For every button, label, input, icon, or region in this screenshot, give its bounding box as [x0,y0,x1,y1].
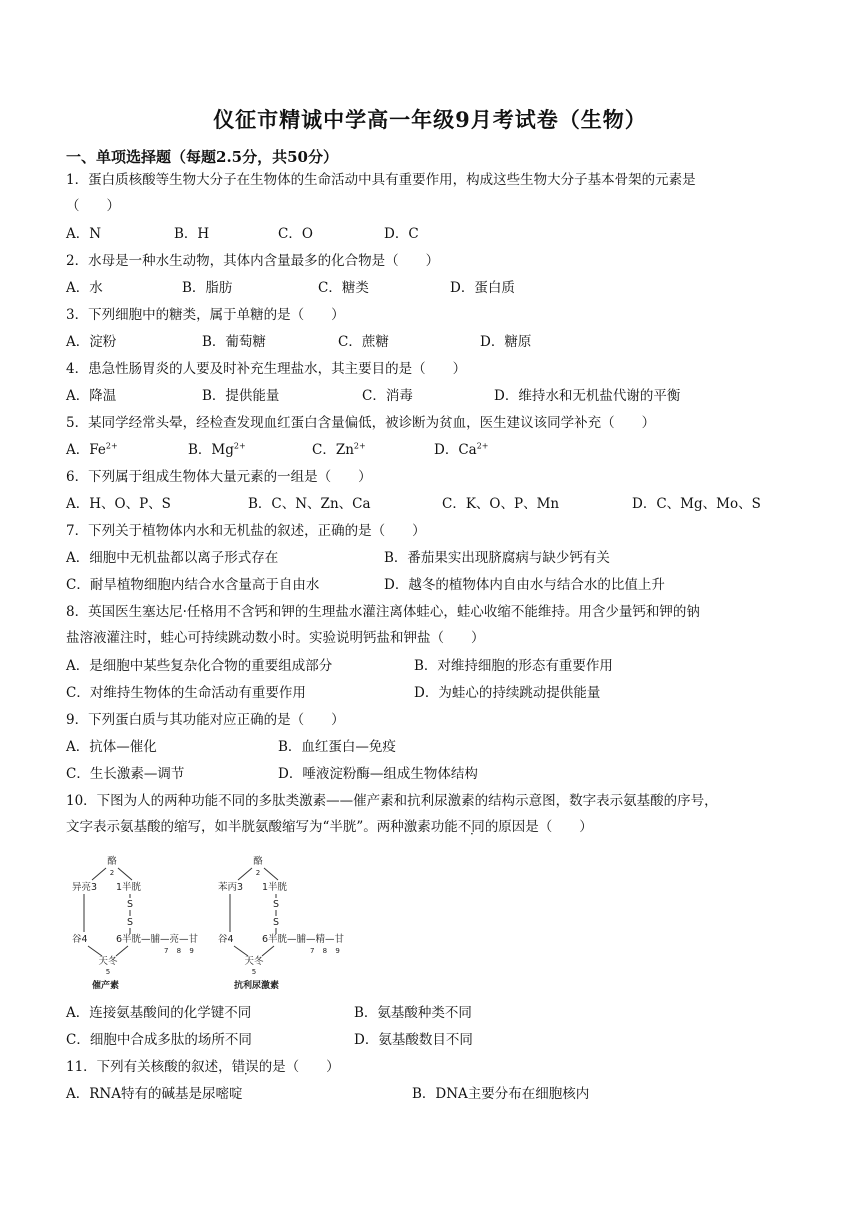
question-6-stem: 6．下列属于组成生物体大量元素的一组是（ ） [66,469,372,485]
emphasis-text: 不同 [457,819,485,835]
question-1-options [66,221,826,247]
option: A．H、O、P、S [66,496,171,512]
option: D．唾液淀粉酶—组成生物体结构 [278,766,478,782]
option: A．淀粉 [66,334,117,350]
residue-label: 天冬 [244,956,264,967]
question-3-options [66,329,826,355]
option: C．蔗糖 [338,334,389,350]
option: B．血红蛋白—免疫 [278,739,396,755]
option: C．对维持生物体的生命活动有重要作用 [66,685,306,701]
residue-label: 异亮3 [72,882,98,893]
option: C．O [278,226,313,242]
question-7-options-row2 [66,572,826,598]
residue-number: 5 [105,968,111,976]
option: A．N [66,226,102,242]
question-4-stem: 4．患急性肠胃炎的人要及时补充生理盐水，其主要目的是（ ） [66,361,467,377]
option: A．细胞中无机盐都以离子形式存在 [66,550,279,566]
option: B．番茄果实出现脐腐病与缺少钙有关 [384,550,610,566]
option: D．氨基酸数目不同 [354,1032,473,1048]
figure-caption: 催产素 [92,981,120,990]
question-1-stem-cont: （ ） [66,198,120,214]
option: A．是细胞中某些复杂化合物的重要组成部分 [66,658,333,674]
oxytocin-structure [72,855,199,990]
option: B．提供能量 [202,388,280,404]
residue-number: 2 [109,869,115,877]
option: D．维持水和无机盐代谢的平衡 [494,388,681,404]
option: D．越冬的植物体内自由水与结合水的比值上升 [384,577,665,593]
option: A．水 [66,280,103,296]
option: B．脂肪 [182,280,233,296]
question-2-options [66,275,826,301]
residue-label: 1半胱 [116,882,142,893]
disulfide-s: S [126,899,134,910]
option: D．为蛙心的持续跳动提供能量 [414,685,601,701]
question-9-options-row2 [66,761,826,787]
residue-label: 谷4 [72,934,88,945]
option: D．C、Mg、Mo、S [632,496,761,512]
question-4-options [66,383,826,409]
residue-numbers: 7 8 9 [164,947,194,955]
disulfide-s: S [272,899,280,910]
vasopressin-structure [218,855,345,990]
section-heading: 一、单项选择题（每题2.5分，共50分） [66,148,338,166]
question-2-stem: 2．水母是一种水生动物，其体内含量最多的化合物是（ ） [66,253,440,269]
residue-number: 2 [255,869,261,877]
residue-label: 酪 [107,856,117,867]
residue-label: 谷4 [218,934,234,945]
question-8-options-row1 [66,653,826,679]
question-3-stem: 3．下列细胞中的糖类，属于单糖的是（ ） [66,307,345,323]
question-9-options-row1 [66,734,826,760]
option: C．消毒 [362,388,413,404]
question-1-stem: 1．蛋白质核酸等生物大分子在生物体的生命活动中具有重要作用，构成这些生物大分子基本骨架的元素是 [66,172,696,188]
option: A．抗体—催化 [66,739,157,755]
figure-caption: 抗利尿激素 [234,981,280,990]
question-10-stem-cont: 文字表示氨基酸的缩写，如半胱氨酸缩写为“半胱”。两种激素功能不同的原因是（ ） [66,819,593,835]
option: B．DNA主要分布在细胞核内 [412,1086,590,1102]
option: B．葡萄糖 [202,334,266,350]
option: A．RNA特有的碱基是尿嘧啶 [66,1086,243,1102]
question-7-stem: 7．下列关于植物体内水和无机盐的叙述，正确的是（ ） [66,523,426,539]
question-5-options [66,437,826,463]
residue-label: 1半胱 [262,882,288,893]
residue-chain: 6半胱—脯—亮—甘 [116,934,199,945]
question-9-stem: 9．下列蛋白质与其功能对应正确的是（ ） [66,712,345,728]
residue-label: 酪 [253,856,263,867]
question-8-options-row2 [66,680,826,706]
option: C．$Zn^{2+}$ [312,441,366,458]
question-10-stem: 10．下图为人的两种功能不同的多肽类激素——催产素和抗利尿激素的结构示意图，数字表示氨基酸的序号， [66,793,718,809]
question-11-stem: 11．下列有关核酸的叙述，错误的是（ ） [66,1059,340,1075]
question-10-options-row1 [66,1000,826,1026]
question-5-stem: 5．某同学经常头晕，经检查发现血红蛋白含量偏低，被诊断为贫血，医生建议该同学补充（ ） [66,415,656,431]
question-8-stem-cont: 盐溶液灌注时，蛙心可持续跳动数小时。实验说明钙盐和钾盐（ ） [66,630,485,646]
option: C．糖类 [318,280,369,296]
question-11-options [66,1081,826,1107]
option: D．$Ca^{2+}$ [434,441,489,458]
residue-number: 5 [251,968,257,976]
option: B．对维持细胞的形态有重要作用 [414,658,613,674]
residue-label: 天冬 [98,956,118,967]
option: B．氨基酸种类不同 [354,1005,472,1021]
option: A．降温 [66,388,117,404]
disulfide-s: S [272,917,280,928]
question-10-options-row2 [66,1027,826,1053]
option: D．C [384,226,419,242]
option: C．K、O、P、Mn [442,496,560,512]
option: B．C、N、Zn、Ca [248,496,371,512]
option: A．连接氨基酸间的化学键不同 [66,1005,252,1021]
option: A．$Fe^{2+}$ [66,441,118,458]
question-8-stem: 8．英国医生塞达尼·任格用不含钙和钾的生理盐水灌注离体蛙心，蛙心收缩不能维持。用含少量钙和钾的钠 [66,604,700,620]
disulfide-s: S [126,917,134,928]
option: B．H [174,226,210,242]
option: D．蛋白质 [450,280,515,296]
hormone-structure-figure [70,850,370,990]
option: C．细胞中合成多肽的场所不同 [66,1032,252,1048]
option: C．耐旱植物细胞内结合水含量高于自由水 [66,577,320,593]
question-6-options [66,491,826,517]
option: D．糖原 [480,334,532,350]
residue-label: 苯丙3 [218,882,244,893]
emphasis-text: 错误 [231,1059,259,1075]
option: C．生长激素—调节 [66,766,185,782]
residue-chain: 6半胱—脯—精—甘 [262,934,345,945]
residue-numbers: 7 8 9 [310,947,340,955]
question-7-options-row1 [66,545,826,571]
page-title: 仪征市精诚中学高一年级9月考试卷（生物） [213,107,647,132]
option: B．$Mg^{2+}$ [188,441,246,458]
